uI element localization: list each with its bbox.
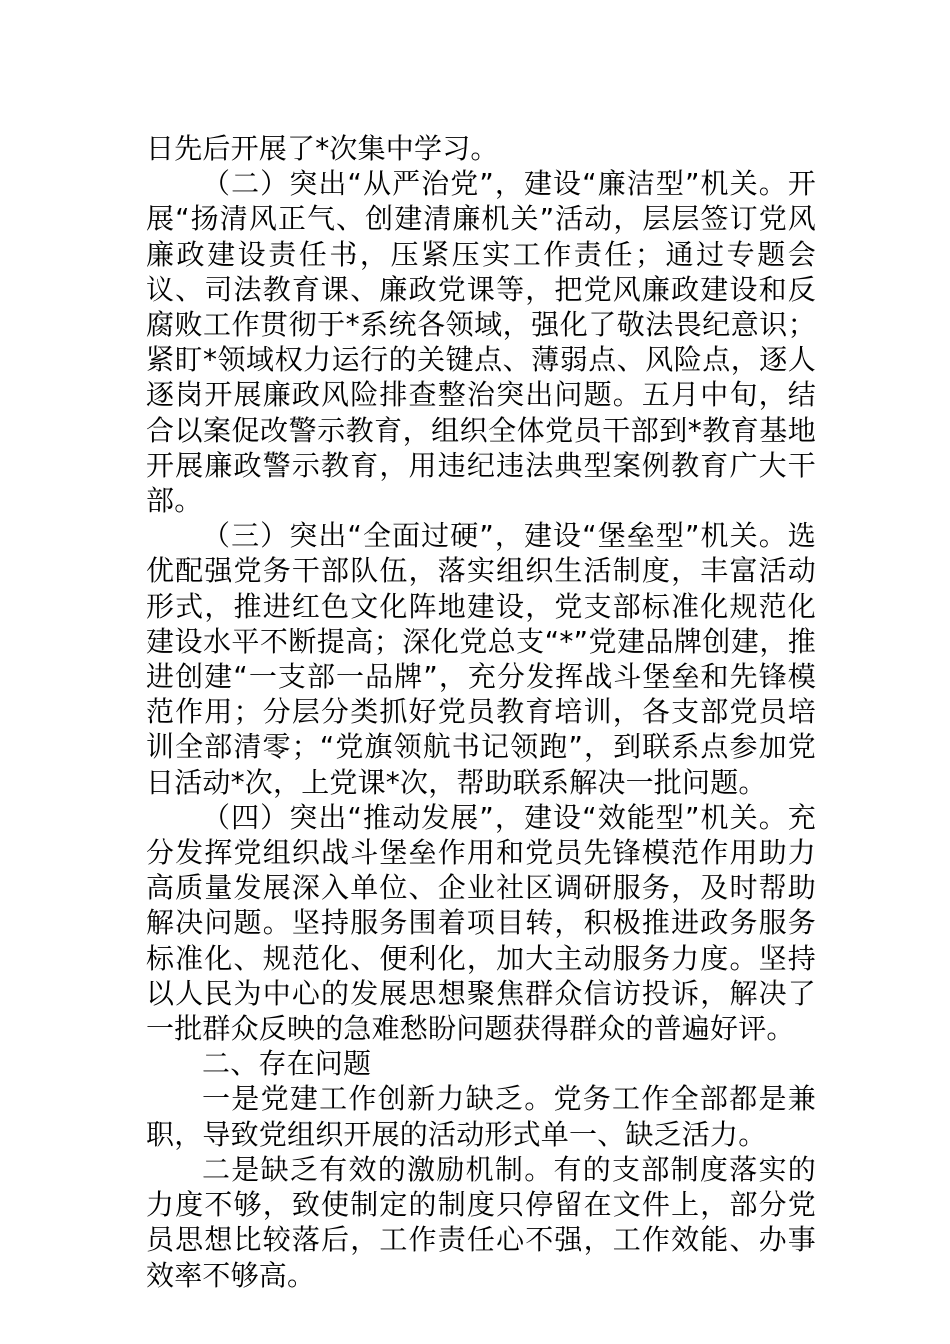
heading-existing-problems: 二、存在问题 — [202, 1047, 372, 1081]
paragraph-problem-1: 一是党建工作创新力缺乏。党务工作全部都是兼职，导致党组织开展的活动形式单一、缺乏活力。 — [146, 1082, 816, 1151]
paragraph-problem-2: 二是缺乏有效的激励机制。有的支部制度落实的力度不够，致使制定的制度只停留在文件上，部分党员思想比较落后，工作责任心不强，工作效能、办事效率不够高。 — [146, 1152, 816, 1292]
paragraph-section-2: （二）突出“从严治党”，建设“廉洁型”机关。开展“扬清风正气、创建清廉机关”活动，层层签订党风廉政建设责任书，压紧压实工作责任；通过专题会议、司法教育课、廉政党课等，把党风廉政建设和反腐败工作贯彻于*系统各领域，强化了敬法畏纪意识；紧盯*领域权力运行的关键点、薄弱点、风险点，逐人逐岗开展廉政风险排查整治突出问题。五月中旬，结合以案促改警示教育，组织全体党员干部到*教育基地开展廉政警示教育，用违纪违法典型案例教育广大干部。 — [146, 167, 816, 518]
document-body — [146, 131, 816, 1293]
paragraph-section-3: （三）突出“全面过硬”，建设“堡垒型”机关。选优配强党务干部队伍，落实组织生活制度，丰富活动形式，推进红色文化阵地建设，党支部标准化规范化建设水平不断提高；深化党总支“*”党建品牌创建，推进创建“一支部一品牌”，充分发挥战斗堡垒和先锋模范作用；分层分类抓好党员教育培训，各支部党员培训全部清零；“党旗领航书记领跑”，到联系点参加党日活动*次，上党课*次，帮助联系解决一批问题。 — [146, 519, 816, 799]
paragraph-continuation: 日先后开展了*次集中学习。 — [146, 132, 499, 165]
paragraph-section-4: （四）突出“推动发展”，建设“效能型”机关。充分发挥党组织战斗堡垒作用和党员先锋模范作用助力高质量发展深入单位、企业社区调研服务，及时帮助解决问题。坚持服务围着项目转，积极推进政务服务标准化、规范化、便利化，加大主动服务力度。坚持以人民为中心的发展思想聚焦群众信访投诉，解决了一批群众反映的急难愁盼问题获得群众的普遍好评。 — [146, 800, 816, 1046]
